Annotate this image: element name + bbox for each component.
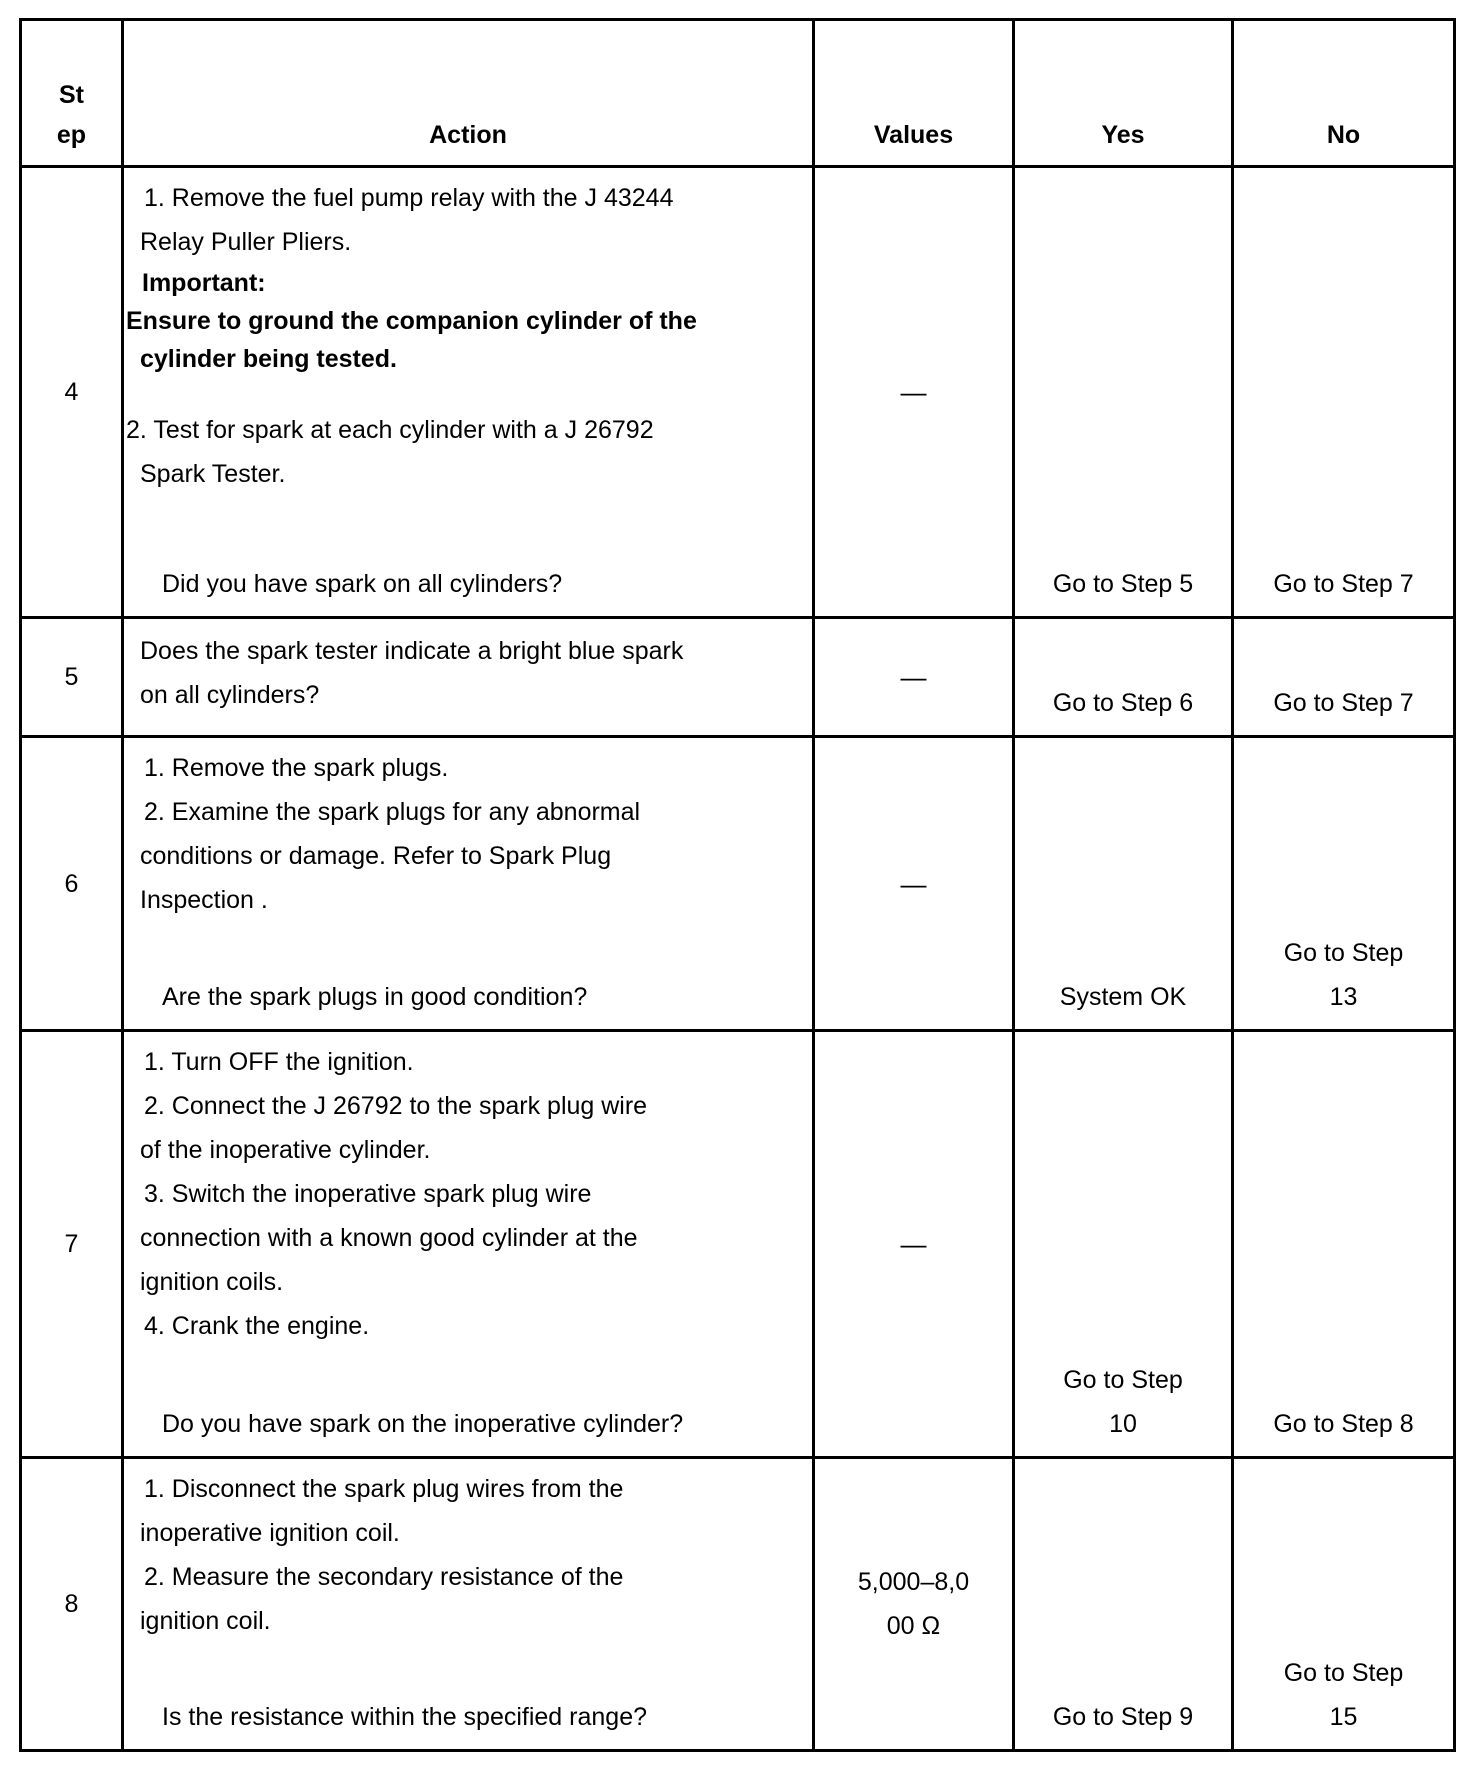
no-result: 13 (1329, 983, 1358, 1011)
action-line: 1. Remove the fuel pump relay with the J 43244 (144, 184, 674, 212)
action-cell (123, 1031, 814, 1458)
action-line: connection with a known good cylinder at the (140, 1224, 638, 1252)
yes-result: Go to Step (1063, 1366, 1183, 1394)
yes-result: System OK (1059, 983, 1187, 1011)
values-cell (814, 1458, 1014, 1751)
no-result: Go to Step 7 (1273, 570, 1414, 598)
action-line: inoperative ignition coil. (140, 1519, 400, 1547)
step-header (21, 20, 123, 167)
action-line: 4. Crank the engine. (144, 1312, 370, 1340)
action-line: 3. Switch the inoperative spark plug wire (144, 1180, 592, 1208)
no-cell (1233, 1031, 1455, 1458)
yes-header-label: Yes (1101, 121, 1145, 149)
table-row (21, 167, 1455, 618)
action-line: 1. Remove the spark plugs. (144, 754, 449, 782)
important-note: cylinder being tested. (140, 345, 398, 373)
values-header (814, 20, 1014, 167)
step-cell (21, 1458, 123, 1751)
step-number: 5 (64, 663, 79, 691)
action-line: Does the spark tester indicate a bright blue spark (140, 637, 684, 665)
action-line: Spark Tester. (140, 460, 286, 488)
yes-result: 10 (1109, 1410, 1137, 1438)
table-row (21, 737, 1455, 1031)
action-line: 1. Disconnect the spark plug wires from the (144, 1475, 624, 1503)
values-text: — (900, 662, 927, 692)
action-line: 2. Examine the spark plugs for any abnormal (144, 798, 641, 826)
no-result: Go to Step (1283, 1659, 1404, 1687)
diagnostic-table (19, 18, 1456, 1752)
action-line: of the inoperative cylinder. (140, 1136, 431, 1164)
action-line: ignition coil. (140, 1607, 271, 1635)
yes-result: Go to Step 5 (1052, 570, 1194, 598)
action-line: 2. Measure the secondary resistance of the (144, 1563, 624, 1591)
action-line: Relay Puller Pliers. (140, 228, 352, 256)
values-cell (814, 618, 1014, 737)
yes-cell (1014, 167, 1233, 618)
step-header-line1: St (59, 81, 84, 109)
step-number: 8 (64, 1590, 79, 1618)
important-label: Important: (142, 269, 266, 297)
values-header-label: Values (873, 121, 954, 149)
yes-cell (1014, 737, 1233, 1031)
no-result: Go to Step 8 (1273, 1410, 1414, 1438)
action-question: Are the spark plugs in good condition? (162, 983, 588, 1011)
yes-result: Go to Step 6 (1052, 689, 1194, 717)
no-result: 15 (1329, 1703, 1358, 1731)
table-row (21, 1458, 1455, 1751)
no-header-label: No (1326, 121, 1361, 149)
no-result: Go to Step 7 (1273, 689, 1414, 717)
step-cell (21, 1031, 123, 1458)
step-cell (21, 618, 123, 737)
action-cell (123, 1458, 814, 1751)
values-cell (814, 1031, 1014, 1458)
action-line: ignition coils. (140, 1268, 284, 1296)
action-cell (123, 167, 814, 618)
no-result: Go to Step (1283, 939, 1404, 967)
no-cell (1233, 1458, 1455, 1751)
values-text: 00 Ω (886, 1612, 941, 1640)
values-cell (814, 737, 1014, 1031)
header-row (21, 20, 1455, 167)
step-cell (21, 167, 123, 618)
table-row (21, 618, 1455, 737)
values-cell (814, 167, 1014, 618)
yes-cell (1014, 1458, 1233, 1751)
action-question: Is the resistance within the specified range? (162, 1703, 647, 1731)
action-cell (123, 618, 814, 737)
action-question: Did you have spark on all cylinders? (162, 570, 563, 598)
values-text: — (900, 377, 927, 407)
yes-cell (1014, 1031, 1233, 1458)
step-cell (21, 737, 123, 1031)
action-header-label: Action (429, 121, 507, 149)
no-header (1233, 20, 1455, 167)
important-note: Ensure to ground the companion cylinder of the (126, 307, 697, 335)
no-cell (1233, 737, 1455, 1031)
step-number: 7 (64, 1230, 79, 1258)
action-line: Inspection . (140, 886, 268, 914)
action-line: 2. Test for spark at each cylinder with a J 26792 (126, 416, 654, 444)
yes-header (1014, 20, 1233, 167)
yes-cell (1014, 618, 1233, 737)
no-cell (1233, 618, 1455, 737)
action-line: 1. Turn OFF the ignition. (144, 1048, 414, 1076)
action-line: conditions or damage. Refer to Spark Plug (140, 842, 612, 870)
step-number: 4 (64, 378, 79, 406)
step-number: 6 (64, 869, 79, 898)
no-cell (1233, 167, 1455, 618)
action-cell (123, 737, 814, 1031)
action-question: Do you have spark on the inoperative cylinder? (162, 1410, 684, 1438)
action-line: 2. Connect the J 26792 to the spark plug wire (144, 1092, 648, 1120)
action-line: on all cylinders? (140, 681, 320, 709)
table-row (21, 1031, 1455, 1458)
step-header-line2: ep (56, 121, 87, 149)
values-text: — (900, 1229, 927, 1259)
yes-result: Go to Step 9 (1052, 1703, 1194, 1731)
action-header (123, 20, 814, 167)
values-text: — (900, 868, 927, 899)
values-text: 5,000–8,0 (857, 1568, 970, 1596)
